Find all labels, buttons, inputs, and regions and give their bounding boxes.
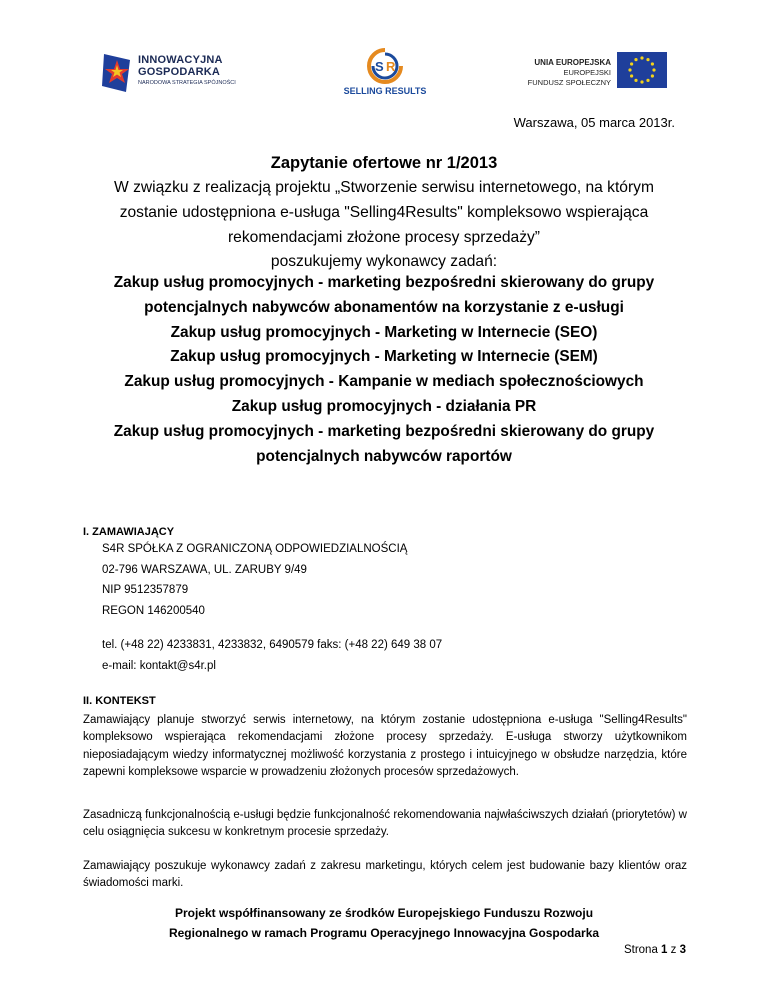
svg-text:R: R <box>386 59 396 74</box>
task-line: potencjalnych nabywców abonamentów na korzystanie z e-usługi <box>144 298 624 316</box>
s4r-emblem-icon <box>365 48 405 84</box>
address-line: S4R SPÓŁKA Z OGRANICZONĄ ODPOWIEDZIALNOŚCIĄ <box>102 543 408 555</box>
contact-phone: tel. (+48 22) 4233831, 4233832, 6490579 faks: (+48 22) 649 38 07 <box>102 639 443 651</box>
task-line: Zakup usług promocyjnych - marketing bezpośredni skierowany do grupy <box>113 274 655 291</box>
context-paragraph-3: Zamawiający poszukuje wykonawcy zadań z zakresu marketingu, których celem jest budowanie bazy klientów oraz świadomości marki. <box>83 860 687 890</box>
address-line: REGON 146200540 <box>102 604 205 617</box>
document-title: Zapytanie ofertowe nr 1/2013 <box>270 154 498 172</box>
section2-heading: II. KONTEKST <box>83 695 156 707</box>
context-paragraph-1: Zamawiający planuje stworzyć serwis internetowy, na którym zostanie udostępniona e-usługa "Selling4Results" kompleksowo wspierająca rekomendacjami złożone procesy sprzedaży. E-usługa stworzy użytkownikom nieposiadającym wiedzy informatycznej możliwość korzystania z prostego i intuicyjnego w obsłudze narzędzia, które zapewni kompleksowe wsparcie w prowadzeniu złożonych procesów sprzedażowych. <box>83 714 687 779</box>
section1-address <box>102 539 407 621</box>
tasks-list <box>55 271 713 469</box>
page-number: Strona 1 z 3 <box>623 944 686 956</box>
selling-results-logo <box>340 48 430 100</box>
eu-logo <box>495 52 667 98</box>
logo-right-line2: EUROPEJSKI <box>563 68 611 77</box>
intro-block <box>55 176 713 275</box>
logo-center-wordmark: SELLING RESULTS <box>343 86 427 96</box>
address-line: NIP 9512357879 <box>102 584 189 596</box>
task-line: Zakup usług promocyjnych - Kampanie w mediach społecznościowych <box>124 373 644 391</box>
intro-line: poszukujemy wykonawcy zadań: <box>270 253 498 271</box>
section1-heading: I. ZAMAWIAJĄCY <box>83 526 175 538</box>
document-date: Warszawa, 05 marca 2013r. <box>513 115 675 130</box>
intro-line: rekomendacjami złożone procesy sprzedaży” <box>227 228 540 246</box>
section1-contact <box>102 635 442 676</box>
address-line: 02-796 WARSZAWA, UL. ZARUBY 9/49 <box>102 563 307 576</box>
footer-note <box>100 904 668 943</box>
contact-email: e-mail: kontakt@s4r.pl <box>102 659 216 672</box>
task-line: potencjalnych nabywców raportów <box>256 447 512 465</box>
logo-right-line1: UNIA EUROPEJSKA <box>534 58 611 67</box>
svg-text:S: S <box>375 59 384 74</box>
task-line: Zakup usług promocyjnych - Marketing w Internecie (SEM) <box>170 348 598 366</box>
intro-line: zostanie udostępniona e-usługa "Selling4Results" kompleksowo wspierająca <box>119 203 649 221</box>
logo-left-line3: NARODOWA STRATEGIA SPÓJNOŚCI <box>138 80 236 86</box>
task-line: Zakup usług promocyjnych - Marketing w Internecie (SEO) <box>170 323 598 341</box>
header-logos <box>0 48 768 103</box>
task-line: Zakup usług promocyjnych - marketing bezpośredni skierowany do grupy <box>113 422 655 440</box>
logo-right-line3: FUNDUSZ SPOŁECZNY <box>527 78 611 87</box>
footer-line: Projekt współfinansowany ze środków Europejskiego Funduszu Rozwoju <box>174 906 594 920</box>
footer-line: Regionalnego w ramach Programu Operacyjnego Innowacyjna Gospodarka <box>168 925 600 940</box>
intro-line: W związku z realizacją projektu „Stworzenie serwisu internetowego, na którym <box>114 179 654 196</box>
logo-left-line2: GOSPODARKA <box>138 66 221 78</box>
context-paragraph-2: Zasadniczą funkcjonalnością e-usługi będzie funkcjonalność rekomendowania najwłaściwszych działań (priorytetów) w celu osiągnięcia sukcesu w konkretnym procesie sprzedaży. <box>83 809 687 839</box>
logo-left-line1: INNOWACYJNA <box>138 54 223 66</box>
innowacyjna-gospodarka-logo <box>100 52 240 98</box>
task-line: Zakup usług promocyjnych - działania PR <box>231 397 537 415</box>
eu-flag-icon <box>617 52 667 88</box>
star-flag-icon <box>100 52 134 94</box>
